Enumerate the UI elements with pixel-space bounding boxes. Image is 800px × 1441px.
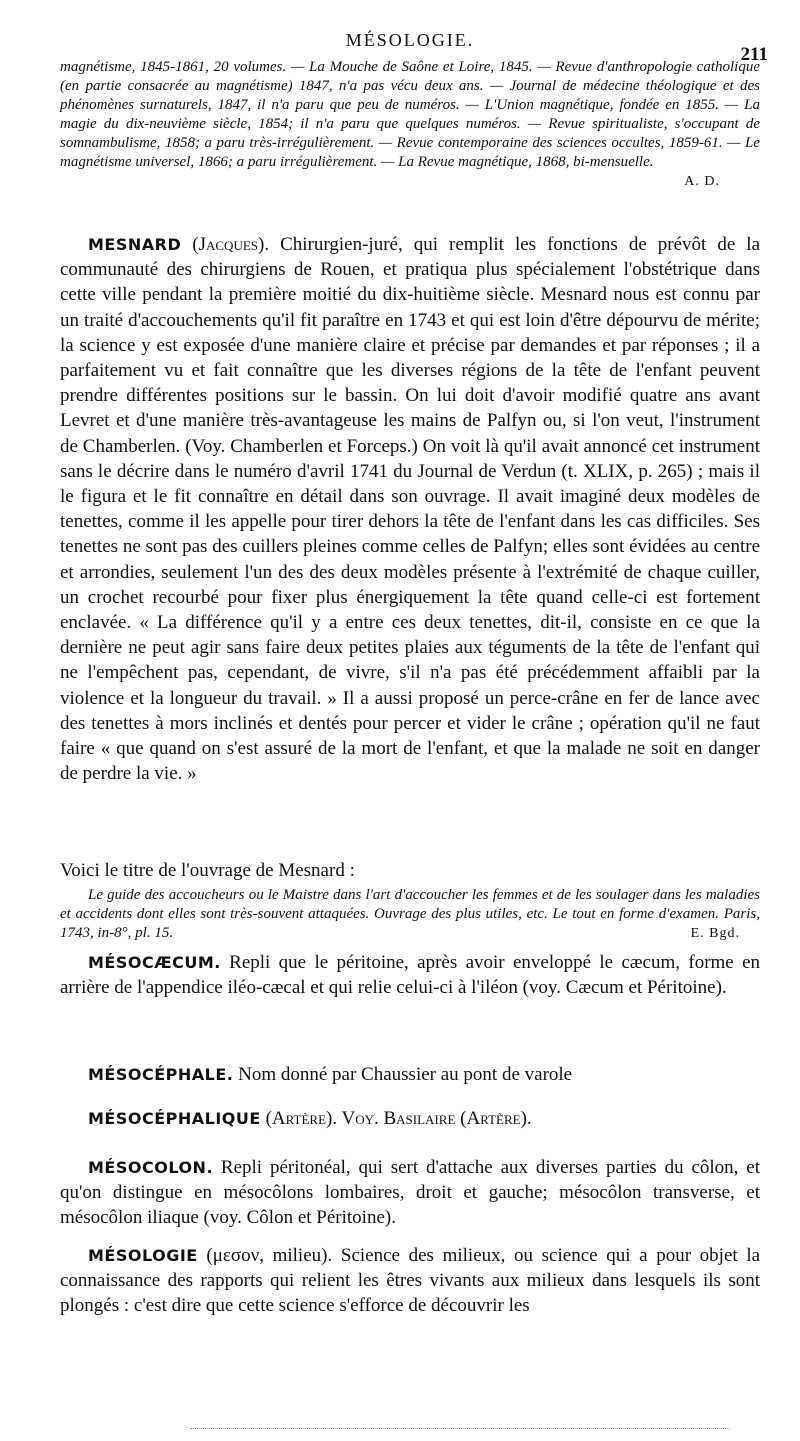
mesocaecum-text: Repli que le péritoine, après avoir enveloppé le cæcum, forme en arrière de l'appendice iléo-cæcal et qui relie celui-ci à l'iléon (voy. Cæcum et Péritoine). [60,952,761,999]
entry-mesocephale [60,1062,760,1087]
mesologie-text: Science des milieux, ou science qui a pour objet la connaissance des rapports qui relient les êtres vivants aux milieux dans lesquels ils sont plongés : c'est dire que cette science s'efforce de découvrir les [60,1245,761,1317]
entry-mesologie [60,1243,760,1319]
mesnard-book-title [60,886,760,943]
headword-mesocolon: MÉSOCOLON. [88,1158,214,1177]
entry-mesocolon [60,1155,760,1231]
headword-mesocephalique: MÉSOCÉPHALIQUE [88,1109,261,1128]
book-title-text: Le guide des accoucheurs ou le Maistre dans l'art d'accoucher les femmes et de les soulager dans les maladies et accidents dont elles sont très-souvent attaquées. Ouvrage des plus utiles, etc. Le tout en forme d'examen. Paris, 1743, in-8°, pl. 15. [60,887,760,941]
mesnard-text: Chirurgien-juré, qui remplit les fonctions de prévôt de la communauté des chirurgiens de Rouen, et pratiqua plus spécialement l'obstétrique dans cette ville pendant la première moitié du dix-huitième siècle. Mesnard nous est connu par un traité d'accouchements qu'il fit paraître en 1743 et qui est loin d'être dépourvu de mérite; la science y est exposée d'une manière claire et précise par demandes et par réponses ; il a parfaitement vu et fait connaître que les diverses régions de la tête de l'enfant peuvent prendre différentes positions sur le bassin. On lui doit d'avoir modifié quatre ans avant Levret et d'une manière très-avantageuse les mains de Palfyn ou, si l'on veut, l'instrument de Chamberlen. (Voy. Chamberlen et Forceps.) On voit là qu'il avait annoncé cet instrument sans le décrire dans le numéro d'avril 1741 du Journal de Verdun (t. XLIX, p. 265) ; mais il le figura et le fit connaître en détail dans son ouvrage. Il avait imaginé deux modèles de tenettes, comme il les appelle pour tirer dehors la tête de l'enfant dans les cas difficiles. Ses tenettes ne sont pas des cuillers pleines comme celles de Palfyn; elles sont évidées au centre et arrondies, seulement l'un des des deux modèles présente à l'extrémité de chaque cuiller, un crochet recourbé pour fixer plus énergiquement la tête quand celle-ci est fortement enclavée. « La différence qu'il y a entre ces deux tenettes, dit-il, consiste en ce que la dernière ne peut agir sans faire deux petites plaies aux téguments de la tête de l'enfant qui ne l'empêchent pas, cependant, de vivre, s'il n'a pas été précédemment affaibli par la violence et la longueur du travail. » Il a aussi proposé un perce-crâne en fer de lance avec des tenettes à mors inclinés et dentés pour percer et vider le crâne ; opération qu'il ne faut faire « que quand on s'est assuré de la mort de l'enfant, et que la malade ne soit en danger de perdre la vie. » [60,234,761,785]
headword-mesocephale: MÉSOCÉPHALE. [88,1065,234,1084]
running-title: MÉSOLOGIE. [345,30,475,50]
magnetism-periodicals-note [60,58,760,191]
mesocolon-text: Repli péritonéal, qui sert d'attache aux diverses parties du côlon, et qu'on distingue en mésocôlons lombaires, droit et gauche; mésocôlon transverse, et mésocôlon iliaque (voy. Côlon et Péritoine). [60,1157,760,1229]
page-header [0,30,800,65]
mesnard-title-intro [60,858,760,883]
mesocephalique-text: (Artère). Voy. Basilaire (Artère). [265,1108,532,1129]
mesnard-firstname: (Jacques). [192,234,270,255]
mesnard-signature: E. Bgd. [690,926,740,941]
note-signature: A. D. [684,174,720,189]
page-number: 211 [740,44,768,65]
headword-mesnard: MESNARD [88,235,182,254]
headword-mesocaecum: MÉSOCÆCUM. [88,953,221,972]
mesologie-etym: (μεσον, milieu). [206,1245,333,1266]
entry-mesnard [60,232,760,786]
intro-title-text: Voici le titre de l'ouvrage de Mesnard : [60,860,355,881]
mesocephale-text: Nom donné par Chaussier au pont de varole [238,1064,573,1085]
entry-mesocaecum [60,950,760,1000]
headword-mesologie: MÉSOLOGIE [88,1246,198,1265]
bottom-dotted-rule [190,1428,730,1429]
entry-mesocephalique [60,1106,760,1131]
note-text: magnétisme, 1845-1861, 20 volumes. — La Mouche de Saône et Loire, 1845. — Revue d'anthropologie catholique (en partie consacrée au magnétisme) 1847, n'a pas vécu deux ans. — Journal de médecine théologique et des phénomènes surnaturels, 1847, il n'a paru que peu de numéros. — L'Union magnétique, fondée en 1855. — La magie du dix-neuvième siècle, 1854; il n'a paru que quelques numéros. — Revue spiritualiste, s'occupant de somnambulisme, 1858; a paru très-irrégulièrement. — Revue contemporaine des sciences occultes, 1859-61. — Le magnétisme universel, 1866; a paru irrégulièrement. — La Revue magnétique, 1868, bi-mensuelle. [60,59,760,170]
